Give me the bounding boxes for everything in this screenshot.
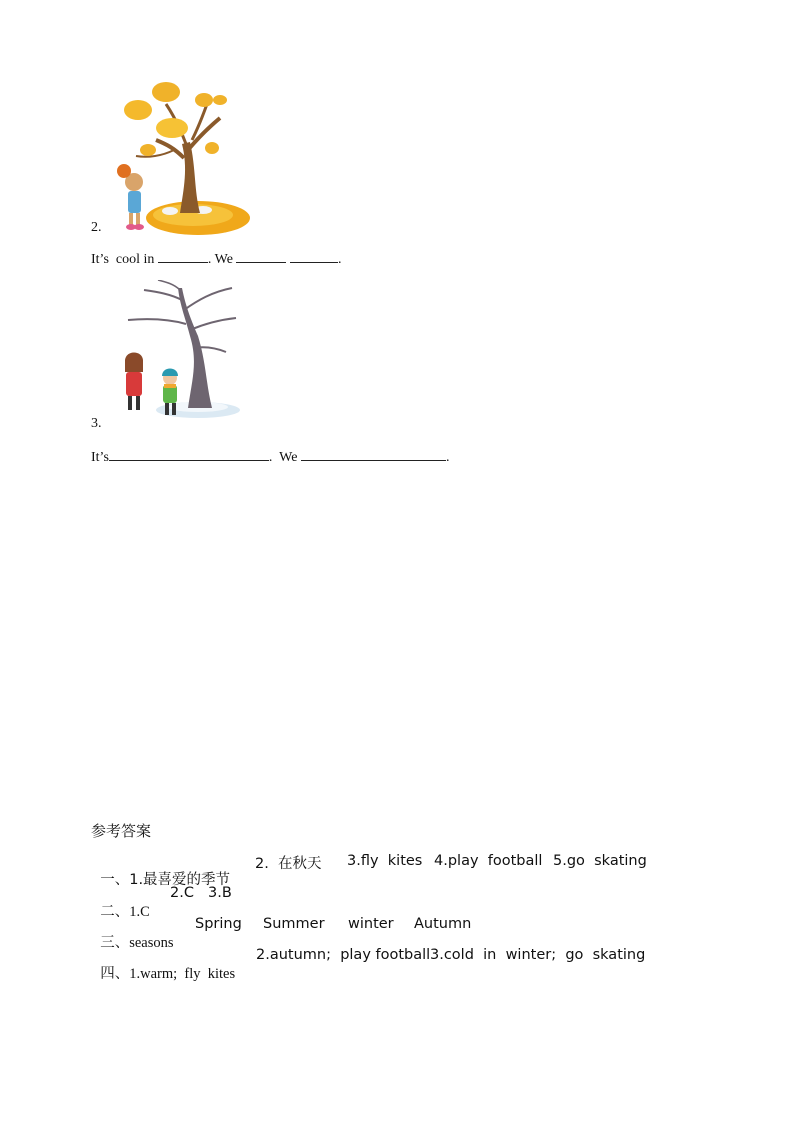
- blank[interactable]: [301, 448, 446, 461]
- blank[interactable]: [109, 448, 269, 461]
- blank[interactable]: [236, 250, 286, 263]
- winter-tree-illustration: [108, 280, 243, 430]
- blank[interactable]: [290, 250, 338, 263]
- answer-row-4-item: 2.autumn; play football: [256, 947, 431, 963]
- blank[interactable]: [158, 250, 208, 263]
- answer-row-2-item: 3.B: [208, 885, 232, 901]
- answer-row-3-item: Spring: [195, 916, 242, 932]
- question-2-number: 2.: [91, 220, 102, 235]
- question-3-sentence: It’s . We .: [91, 450, 450, 465]
- question-2-sentence: It’s cool in . We .: [91, 252, 342, 267]
- answer-key-title: 参考答案: [91, 822, 152, 840]
- answer-row-3-item: winter: [348, 916, 394, 932]
- answer-row-4-item: 3.cold in winter; go skating: [430, 947, 646, 963]
- answer-row-2-item: 2.C: [170, 885, 194, 901]
- answer-row-4: 四、1.warm; fly kites: [100, 966, 236, 982]
- answer-row-1-item: 2. 在秋天: [255, 856, 322, 872]
- answer-row-1-item: 5.go skating: [553, 853, 647, 869]
- autumn-tree-illustration: [108, 78, 253, 238]
- answer-row-1-item: 4.play football: [434, 853, 543, 869]
- answer-row-3-item: Autumn: [414, 916, 472, 932]
- question-3-number: 3.: [91, 416, 102, 431]
- answer-row-2: 二、1.C: [100, 904, 150, 920]
- answer-row-3: 三、seasons: [100, 935, 174, 951]
- answer-row-3-item: Summer: [263, 916, 325, 932]
- answer-row-1-item: 3.fly kites: [347, 853, 423, 869]
- answer-row-1: 一、1.最喜爱的季节: [100, 872, 231, 888]
